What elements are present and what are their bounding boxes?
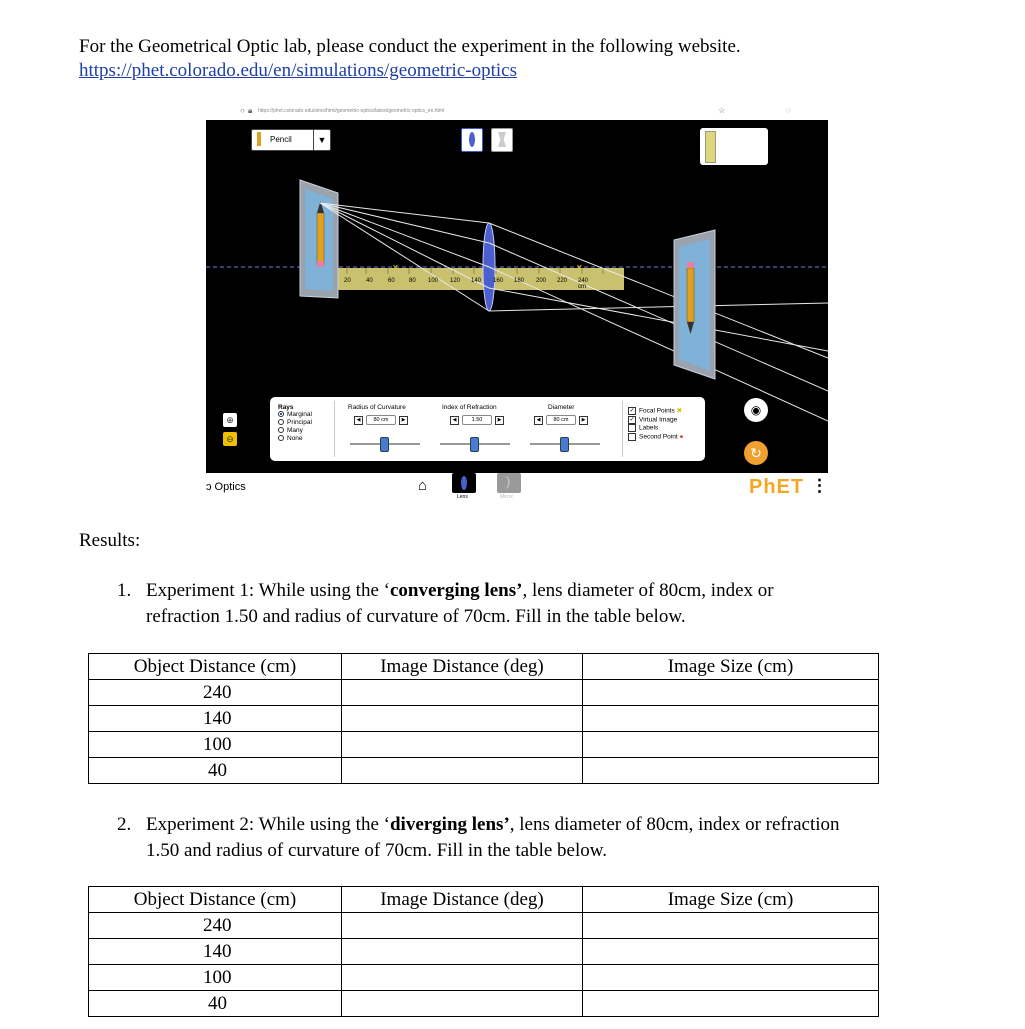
image-size-cell[interactable]: [583, 732, 879, 758]
table-header: Object Distance (cm): [89, 887, 342, 913]
sim-navigation-bar: [206, 473, 828, 503]
radius-decrement-button[interactable]: ◀: [354, 416, 363, 425]
diameter-increment-button[interactable]: ▶: [579, 416, 588, 425]
diameter-value: 80 cm: [546, 415, 576, 425]
lock-icon: 🔒︎: [248, 106, 253, 115]
object-dropdown[interactable]: [251, 129, 331, 151]
image-size-cell[interactable]: [583, 991, 879, 1017]
table-header: Image Distance (deg): [342, 887, 583, 913]
object-dropdown-label: Pencil: [270, 135, 292, 144]
image-size-cell[interactable]: [583, 939, 879, 965]
shield-icon: ○: [240, 106, 245, 115]
rays-option-many[interactable]: Many: [278, 427, 312, 435]
ruler-tick: 220: [557, 278, 568, 284]
table-header: Object Distance (cm): [89, 654, 342, 680]
intro-text: For the Geometrical Optic lab, please conduct the experiment in the following website.: [79, 36, 741, 57]
chevron-down-icon[interactable]: ▼: [313, 130, 330, 150]
mirror-screen-label: Mirror: [500, 494, 514, 500]
diameter-control: [536, 404, 588, 425]
table-row: [89, 939, 879, 965]
home-icon[interactable]: ⌂: [418, 477, 428, 494]
zoom-in-button[interactable]: ⊕: [223, 413, 237, 427]
image-distance-cell[interactable]: [342, 758, 583, 784]
image-distance-cell[interactable]: [342, 706, 583, 732]
rays-option-none[interactable]: None: [278, 435, 312, 443]
table-row: [89, 991, 879, 1017]
object-distance-cell: 140: [89, 706, 342, 732]
table-row: [89, 732, 879, 758]
phet-logo[interactable]: PhET: [749, 476, 805, 498]
object-distance-cell: 100: [89, 965, 342, 991]
experiment-1-text: Experiment 1: While using the ‘converging lens’, lens diameter of 80cm, index or: [146, 580, 774, 601]
experiment-2-number: 2.: [117, 814, 132, 835]
radius-increment-button[interactable]: ▶: [399, 416, 408, 425]
ruler-tick: 120: [450, 278, 461, 284]
mirror-screen-button[interactable]: [497, 473, 521, 493]
star-icon: ☆: [718, 106, 726, 115]
table-row: [89, 913, 879, 939]
table-row: [89, 706, 879, 732]
ruler-tick: 240 cm: [578, 278, 589, 290]
extension-icon: ◌: [786, 106, 791, 115]
reset-icon: ↻: [750, 445, 762, 461]
concave-lens-icon: [498, 132, 506, 147]
simulation-link[interactable]: https://phet.colorado.edu/en/simulations/geometric-optics: [79, 60, 517, 81]
radius-slider[interactable]: [350, 443, 420, 445]
second-point-checkbox[interactable]: Second Point ●: [628, 433, 683, 442]
diameter-decrement-button[interactable]: ◀: [534, 416, 543, 425]
second-point-icon: ●: [679, 433, 684, 441]
image-distance-cell[interactable]: [342, 913, 583, 939]
index-slider[interactable]: [440, 443, 510, 445]
image-size-cell[interactable]: [583, 965, 879, 991]
image-distance-cell[interactable]: [342, 965, 583, 991]
virtual-image-checkbox[interactable]: ✓ Virtual Image: [629, 416, 678, 424]
image-distance-cell[interactable]: [342, 991, 583, 1017]
ruler-icon: [705, 131, 716, 163]
ruler-tick: 20: [344, 278, 351, 284]
address-url: https://phet.colorado.edu/sims/html/geometric-optics/latest/geometric-optics_en.html: [258, 108, 445, 114]
experiment-1-number: 1.: [117, 580, 132, 601]
ruler-tick: 140: [471, 278, 482, 284]
table-header-row: [89, 887, 879, 913]
image-distance-cell[interactable]: [342, 732, 583, 758]
eye-visibility-button[interactable]: [744, 398, 768, 422]
radius-title: Radius of Curvature: [348, 404, 406, 411]
radius-value: 80 cm: [366, 415, 396, 425]
object-distance-cell: 40: [89, 991, 342, 1017]
rays-group: [278, 404, 312, 443]
table-row: [89, 758, 879, 784]
table-header-row: [89, 654, 879, 680]
table-header: Image Size (cm): [583, 887, 879, 913]
lens-icon: [461, 476, 467, 490]
svg-text:✕: ✕: [576, 263, 583, 272]
reset-all-button[interactable]: [744, 441, 768, 465]
pencil-icon: [257, 132, 261, 146]
index-title: Index of Refraction: [442, 404, 497, 411]
object-distance-cell: 40: [89, 758, 342, 784]
image-size-cell[interactable]: [583, 913, 879, 939]
display-options: [628, 407, 683, 442]
ruler-tick: 160: [493, 278, 504, 284]
index-control: [442, 404, 504, 425]
diameter-slider[interactable]: [530, 443, 600, 445]
ruler-tick: 40: [366, 278, 373, 284]
image-distance-cell[interactable]: [342, 939, 583, 965]
object-distance-cell: 240: [89, 913, 342, 939]
control-panel: [270, 397, 705, 461]
experiment-2-table: [88, 886, 879, 1017]
ruler-tick: 100: [428, 278, 439, 284]
ruler-toolbox-button[interactable]: [700, 128, 768, 165]
object-distance-cell: 100: [89, 732, 342, 758]
focal-points-checkbox[interactable]: ✓ Focal Points ✖: [629, 407, 683, 415]
diameter-title: Diameter: [548, 404, 575, 411]
object-distance-cell: 240: [89, 680, 342, 706]
converging-lens-button[interactable]: [461, 128, 483, 152]
diverging-lens-button[interactable]: [491, 128, 513, 152]
results-label: Results:: [79, 530, 141, 551]
convex-lens-icon: [469, 132, 475, 147]
simulation-screenshot: [206, 103, 828, 503]
lens-screen-label: Lens: [457, 494, 468, 500]
mirror-icon: ): [506, 474, 511, 489]
experiment-2-text: Experiment 2: While using the ‘diverging lens’, lens diameter of 80cm, index or refraction: [146, 814, 840, 835]
eye-icon: ◉: [750, 403, 762, 417]
table-header: Image Size (cm): [583, 654, 879, 680]
object-distance-cell: 140: [89, 939, 342, 965]
table-header: Image Distance (deg): [342, 654, 583, 680]
zoom-out-button[interactable]: ⊖: [223, 432, 237, 446]
index-value: 1.50: [462, 415, 492, 425]
image-size-cell[interactable]: [583, 706, 879, 732]
labels-checkbox[interactable]: Labels: [628, 424, 683, 433]
sim-title: ɔ Optics: [206, 481, 246, 493]
ruler-tick: 180: [514, 278, 525, 284]
index-decrement-button[interactable]: ◀: [450, 416, 459, 425]
svg-text:✕: ✕: [392, 263, 399, 272]
ruler-tick: 80: [409, 278, 416, 284]
experiment-1-line2: refraction 1.50 and radius of curvature of 70cm. Fill in the table below.: [146, 606, 686, 627]
experiment-1-table: [88, 653, 879, 784]
rays-option-marginal[interactable]: Marginal: [278, 411, 312, 419]
index-increment-button[interactable]: ▶: [495, 416, 504, 425]
ruler-tick: 200: [536, 278, 547, 284]
focal-point-icon: ✖: [676, 407, 683, 415]
table-row: [89, 965, 879, 991]
radius-control: [348, 404, 408, 425]
experiment-2-line2: 1.50 and radius of curvature of 70cm. Fill in the table below.: [146, 840, 607, 861]
rays-option-principal[interactable]: Principal: [278, 419, 312, 427]
image-distance-cell[interactable]: [342, 680, 583, 706]
image-size-cell[interactable]: [583, 758, 879, 784]
ruler-tick: 60: [388, 278, 395, 284]
lens-screen-button[interactable]: [452, 473, 476, 493]
image-size-cell[interactable]: [583, 680, 879, 706]
table-row: [89, 680, 879, 706]
rays-title: Rays: [278, 404, 294, 411]
menu-dots-icon[interactable]: ⋮: [811, 476, 828, 495]
